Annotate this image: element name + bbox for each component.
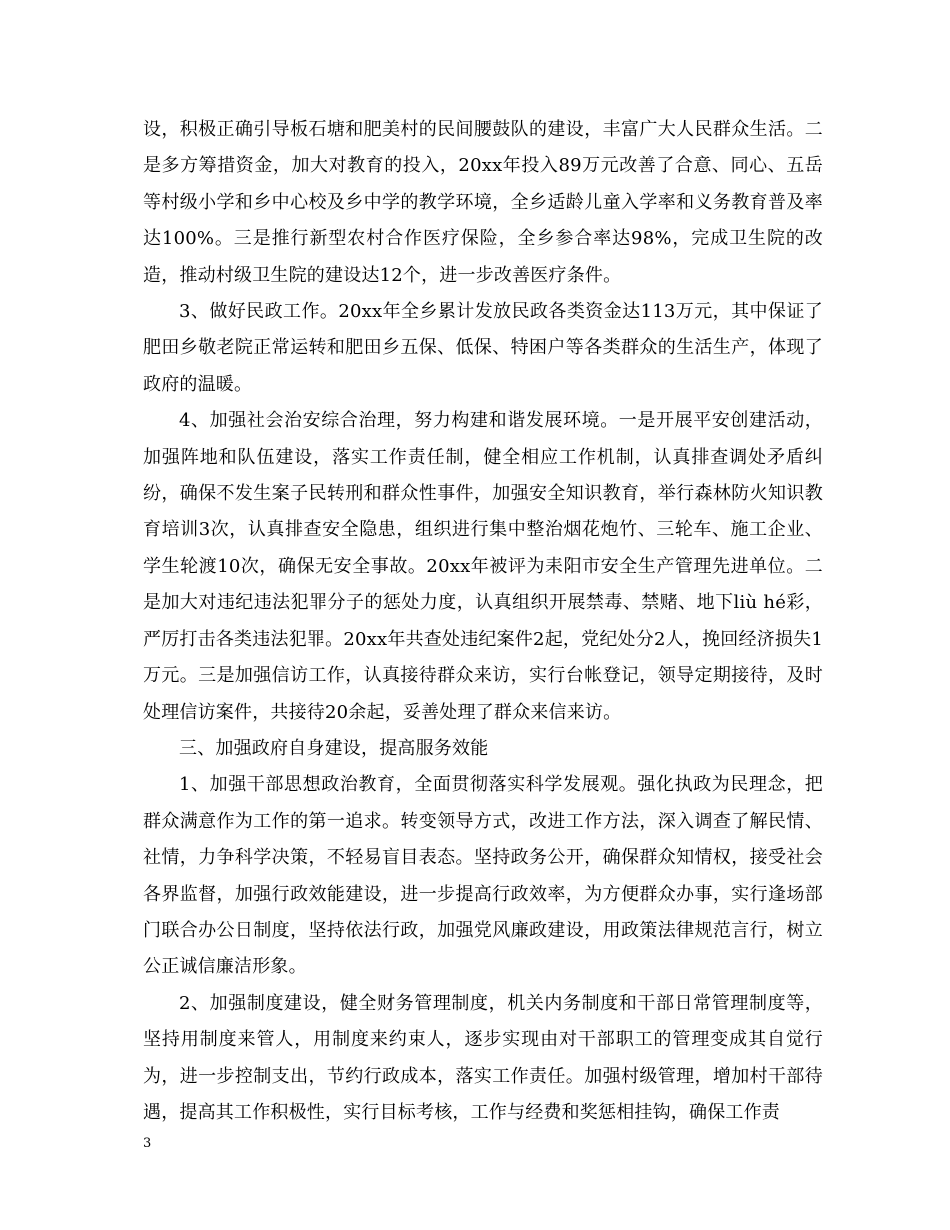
- document-body: [143, 112, 823, 1131]
- page-number: 3: [143, 1136, 152, 1151]
- paragraph-3: 4、加强社会治安综合治理，努力构建和谐发展环境。一是开展平安创建活动，加强阵地和队伍建设，落实工作责任制，健全相应工作机制，认真排查调处矛盾纠纷，确保不发生案子民转刑和群众性事件，加强安全知识教育，举行森林防火知识教育培训3次，认真排查安全隐患，组织进行集中整治烟花炮竹、三轮车、施工企业、学生轮渡10次，确保无安全事故。20xx年被评为耒阳市安全生产管理先进单位。二是加大对违纪违法犯罪分子的惩处力度，认真组织开展禁毒、禁赌、地下liù hé彩，严厉打击各类违法犯罪。20xx年共查处违纪案件2起，党纪处分2人，挽回经济损失1万元。三是加强信访工作，认真接待群众来访，实行台帐登记，领导定期接待，及时处理信访案件，共接待20余起，妥善处理了群众来信来访。: [143, 410, 823, 723]
- section-heading: 三、加强政府自身建设，提高服务效能: [179, 737, 489, 759]
- paragraph-2: 3、做好民政工作。20xx年全乡累计发放民政各类资金达113万元，其中保证了肥田乡敬老院正常运转和肥田乡五保、低保、特困户等各类群众的生活生产，体现了政府的温暖。: [143, 301, 823, 395]
- paragraph-5: 2、加强制度建设，健全财务管理制度，机关内务制度和干部日常管理制度等，坚持用制度来管人，用制度来约束人，逐步实现由对干部职工的管理变成其自觉行为，进一步控制支出，节约行政成本，落实工作责任。加强村级管理，增加村干部待遇，提高其工作积极性，实行目标考核，工作与经费和奖惩相挂钩，确保工作责: [143, 992, 823, 1123]
- paragraph-4: 1、加强干部思想政治教育，全面贯彻落实科学发展观。强化执政为民理念，把群众满意作为工作的第一追求。转变领导方式，改进工作方法，深入调查了解民情、社情，力争科学决策，不轻易盲目表态。坚持政务公开，确保群众知情权，接受社会各界监督，加强行政效能建设，进一步提高行政效率，为方便群众办事，实行逢场部门联合办公日制度，坚持依法行政，加强党风廉政建设，用政策法律规范言行，树立公正诚信廉洁形象。: [143, 774, 823, 978]
- paragraph-1: 设，积极正确引导板石塘和肥美村的民间腰鼓队的建设，丰富广大人民群众生活。二是多方筹措资金，加大对教育的投入，20xx年投入89万元改善了合意、同心、五岳等村级小学和乡中心校及乡中学的教学环境，全乡适龄儿童入学率和义务教育普及率达100%。三是推行新型农村合作医疗保险，全乡参合率达98%，完成卫生院的改造，推动村级卫生院的建设达12个，进一步改善医疗条件。: [143, 119, 823, 286]
